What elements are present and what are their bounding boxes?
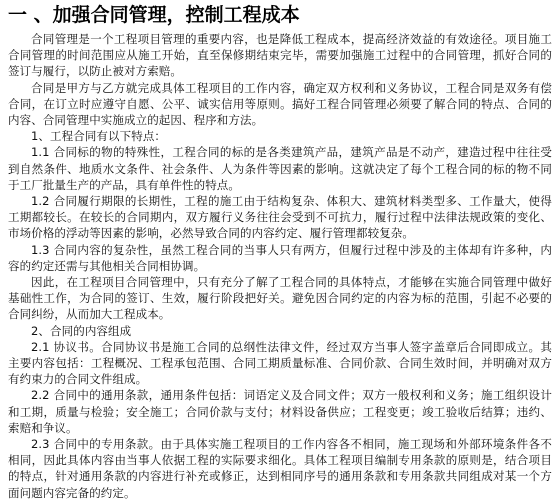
list-heading-features: 1、工程合同有以下特点：: [31, 129, 167, 144]
content-2-1: 2.1 协议书。合同协议书是施工合同的总纲性法律文件，经过双方当事人签字盖章后合同即成立。其主要内容包括：工程概况、工程承包范围、合同工期质量标准、合同价款、合同生效时间，并明确对双方有约束力的合同文件组成。: [8, 339, 552, 387]
content-2-3: 2.3 合同中的专用条款。由于具体实施工程项目的工作内容各不相同，施工现场和外部环境条件各不相同，因此具体内容由当事人依据工程的实际要求细化。具体工程项目编制专用条款的原则是，结合项目的特点，针对通用条款的内容进行补充或修正，达到相同序号的通用条款和专用条款共同组成对某一个方面问题内容完备的约定。: [8, 437, 552, 500]
paragraph-conclusion: 因此，在工程项目合同管理中，只有充分了解了工程合同的具体特点，才能够在实施合同管理中做好基础性工作，为合同的签订、生效，履行阶段把好关。避免因合同约定的内容为标的范围，引起不必要的合同纠纷，从而加大工程成本。: [8, 275, 552, 322]
section-heading: 一 、加强合同管理，控制工程成本: [8, 4, 300, 26]
content-2-2: 2.2 合同中的通用条款，通用条件包括：词语定义及合同文件；双方一般权利和义务；施工组织设计和工期，质量与检验；安全施工；合同价款与支付；材料设备供应；工程变更；竣工验收后结算；违约、索赔和争议。: [8, 388, 552, 435]
feature-1-2: 1.2 合同履行期限的长期性，工程的施工由于结构复杂、体积大、建筑材料类型多、工作量大，使得工期都较长。在较长的合同期内，双方履行义务往往会受到不可抗力，履行过程中法律法规政策的变化、市场价格的浮动等因素的影响，必然导致合同的内容约定、履行管理都较复杂。: [8, 194, 552, 241]
paragraph-definition: 合同是甲方与乙方就完成具体工程项目的工作内容，确定双方权利和义务协议，工程合同是双务有偿合同，在订立时应遵守自愿、公平、诚实信用等原则。搞好工程合同管理必须要了解合同的特点、合同的内容、合同管理中实施成立的起因、程序和方法。: [8, 80, 552, 128]
feature-1-3: 1.3 合同内容的复杂性，虽然工程合同的当事人只有两方，但履行过程中涉及的主体却有许多种，内容的约定还需与其他相关合同相协调。: [8, 242, 552, 273]
list-heading-contents: 2、合同的内容组成: [31, 323, 132, 338]
paragraph-intro: 合同管理是一个工程项目管理的重要内容，也是降低工程成本，提高经济效益的有效途径。项目施工合同管理的时间范围应从施工开始，直至保修期结束完毕，需要加强施工过程中的合同管理，抓好合同的签订与履行，以防止被对方索赔。: [8, 32, 552, 79]
feature-1-1: 1.1 合同标的物的特殊性，工程合同的标的是各类建筑产品，建筑产品是不动产，建造过程中往往受到自然条件、地质水文条件、社会条件、人为条件等因素的影响。这就决定了每个工程合同的标的物不同于工厂批量生产的产品，具有单件性的特点。: [8, 145, 552, 192]
